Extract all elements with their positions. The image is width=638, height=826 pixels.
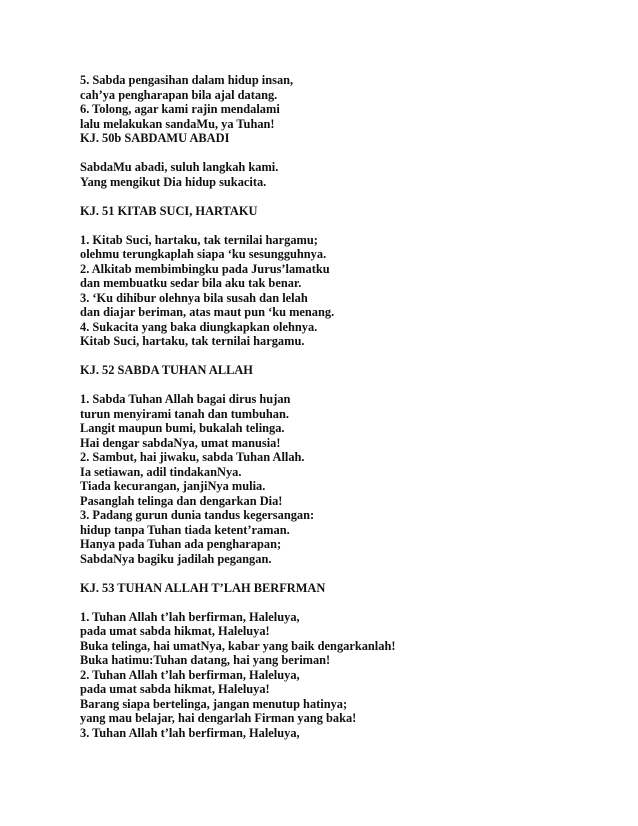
text-line: dan diajar beriman, atas maut pun ‘ku menang.: [80, 305, 335, 319]
text-line: 3. Padang gurun dunia tandus kegersangan:: [80, 508, 315, 522]
text-line: Kitab Suci, hartaku, tak ternilai hargamu.: [80, 334, 305, 348]
block-kj51: [80, 233, 620, 349]
text-line: pada umat sabda hikmat, Haleluya!: [80, 624, 270, 638]
hymn-heading: KJ. 53 TUHAN ALLAH T’LAH BERFRMAN: [80, 580, 326, 595]
paragraph-gap: [80, 566, 620, 581]
text-line: 6. Tolong, agar kami rajin mendalami: [80, 102, 280, 116]
text-line: 2. Sambut, hai jiwaku, sabda Tuhan Allah.: [80, 450, 305, 464]
text-line: Buka hatimu:Tuhan datang, hai yang beriman!: [80, 653, 331, 667]
text-line: 1. Sabda Tuhan Allah bagai dirus hujan: [80, 392, 291, 406]
hymn-heading: KJ. 51 KITAB SUCI, HARTAKU: [80, 203, 258, 218]
paragraph-gap: [80, 349, 620, 364]
hymn-heading: KJ. 52 SABDA TUHAN ALLAH: [80, 363, 253, 377]
text-line: 4. Sukacita yang baka diungkapkan olehnya.: [80, 319, 318, 334]
block-kj52-heading: [80, 363, 620, 378]
text-line: turun menyirami tanah dan tumbuhan.: [80, 406, 289, 421]
paragraph-gap: [80, 378, 620, 393]
paragraph-gap: [80, 189, 620, 204]
text-line: yang mau belajar, hai dengarlah Firman yang baka!: [80, 711, 357, 725]
text-line: Yang mengikut Dia hidup sukacita.: [80, 174, 267, 189]
text-line: 2. Tuhan Allah t’lah berfirman, Haleluya,: [80, 667, 300, 682]
block-kj50b: [80, 160, 620, 189]
text-line: 3. Tuhan Allah t’lah berfirman, Haleluya,: [80, 725, 300, 740]
text-line: pada umat sabda hikmat, Haleluya!: [80, 682, 270, 696]
text-line: cah’ya pengharapan bila ajal datang.: [80, 87, 278, 102]
hymn-text: [80, 73, 620, 740]
text-line: 2. Alkitab membimbingku pada Jurus’lamatku: [80, 261, 330, 276]
text-line: SabdaMu abadi, suluh langkah kami.: [80, 160, 279, 174]
block-kj52: [80, 392, 620, 566]
block-kj50-end: [80, 73, 620, 146]
text-line: Pasanglah telinga dan dengarkan Dia!: [80, 493, 283, 508]
paragraph-gap: [80, 218, 620, 233]
text-line: hidup tanpa Tuhan tiada ketent’raman.: [80, 522, 290, 537]
text-line: 1. Tuhan Allah t’lah berfirman, Haleluya,: [80, 609, 300, 624]
text-line: 3. ‘Ku dihibur olehnya bila susah dan lelah: [80, 290, 308, 305]
text-line: Barang siapa bertelinga, jangan menutup hatinya;: [80, 696, 348, 711]
text-line: Hai dengar sabdaNya, umat manusia!: [80, 435, 281, 450]
text-line: dan membuatku sedar bila aku tak benar.: [80, 276, 302, 290]
hymn-heading: KJ. 50b SABDAMU ABADI: [80, 131, 230, 145]
text-line: 5. Sabda pengasihan dalam hidup insan,: [80, 73, 294, 87]
paragraph-gap: [80, 595, 620, 610]
text-line: Ia setiawan, adil tindakanNya.: [80, 464, 242, 479]
text-line: lalu melakukan sandaMu, ya Tuhan!: [80, 116, 275, 131]
text-line: Hanya pada Tuhan ada pengharapan;: [80, 537, 282, 551]
text-line: SabdaNya bagiku jadilah pegangan.: [80, 551, 272, 566]
text-line: olehmu terungkaplah siapa ‘ku sesungguhnya.: [80, 247, 327, 261]
block-kj51-heading: [80, 204, 620, 219]
block-kj53-heading: [80, 581, 620, 596]
text-line: 1. Kitab Suci, hartaku, tak ternilai hargamu;: [80, 232, 318, 247]
text-line: Tiada kecurangan, janjiNya mulia.: [80, 479, 266, 493]
paragraph-gap: [80, 146, 620, 161]
text-line: Buka telinga, hai umatNya, kabar yang baik dengarkanlah!: [80, 638, 396, 653]
block-kj53: [80, 610, 620, 741]
text-line: Langit maupun bumi, bukalah telinga.: [80, 421, 285, 435]
